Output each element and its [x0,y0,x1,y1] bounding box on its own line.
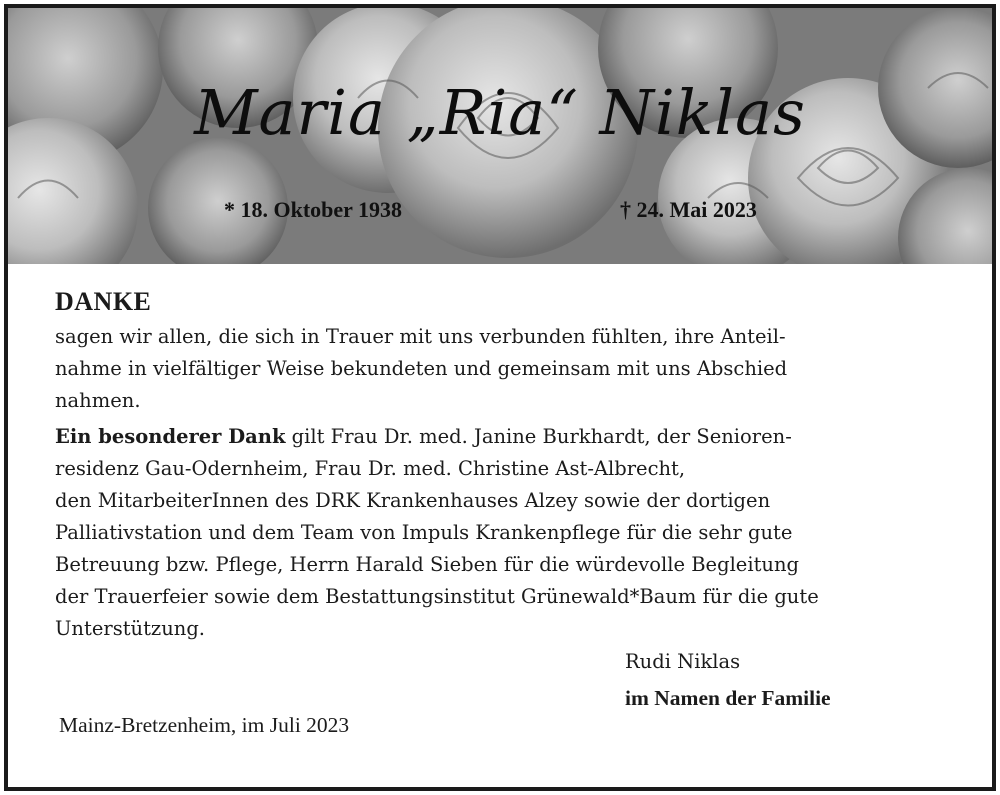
special-thanks-text: gilt Frau Dr. med. Janine Burkhardt, der Senioren- residenz Gau-Odernheim, Frau Dr. med. Christine Ast-Albrecht, den MitarbeiterInnen des DRK Krankenhauses Alzey sowie der dortigen Palliativstation und dem Team von Impuls Krankenpflege für die sehr gute Betreuung bzw. Pflege, Herrn Harald Sieben für die würdevolle Begleitung der Trauerfeier sowie dem Bestattungsinstitut Grünewald*Baum für die gute Unterstützung. [55,425,819,640]
death-date: † 24. Mai 2023 [620,197,757,222]
signer-name: Rudi Niklas [625,650,741,673]
signer-family: im Namen der Familie [625,686,831,710]
heading-danke: DANKE [55,287,152,316]
roses-photo-header [8,8,992,264]
birth-date: * 18. Oktober 1938 [224,197,403,222]
place-and-date: Mainz-Bretzenheim, im Juli 2023 [59,713,350,737]
special-thanks-lead: Ein besonderer Dank [55,425,286,448]
thanks-paragraph-1: sagen wir allen, die sich in Trauer mit uns verbunden fühlten, ihre Anteil- nahme in vielfältiger Weise bekundeten und gemeinsam mit uns Abschied nahmen. [55,325,788,412]
thanks-text-block [55,285,935,645]
thanks-paragraph-2 [55,421,935,645]
deceased-name: Maria „Ria“ Niklas [194,76,806,149]
